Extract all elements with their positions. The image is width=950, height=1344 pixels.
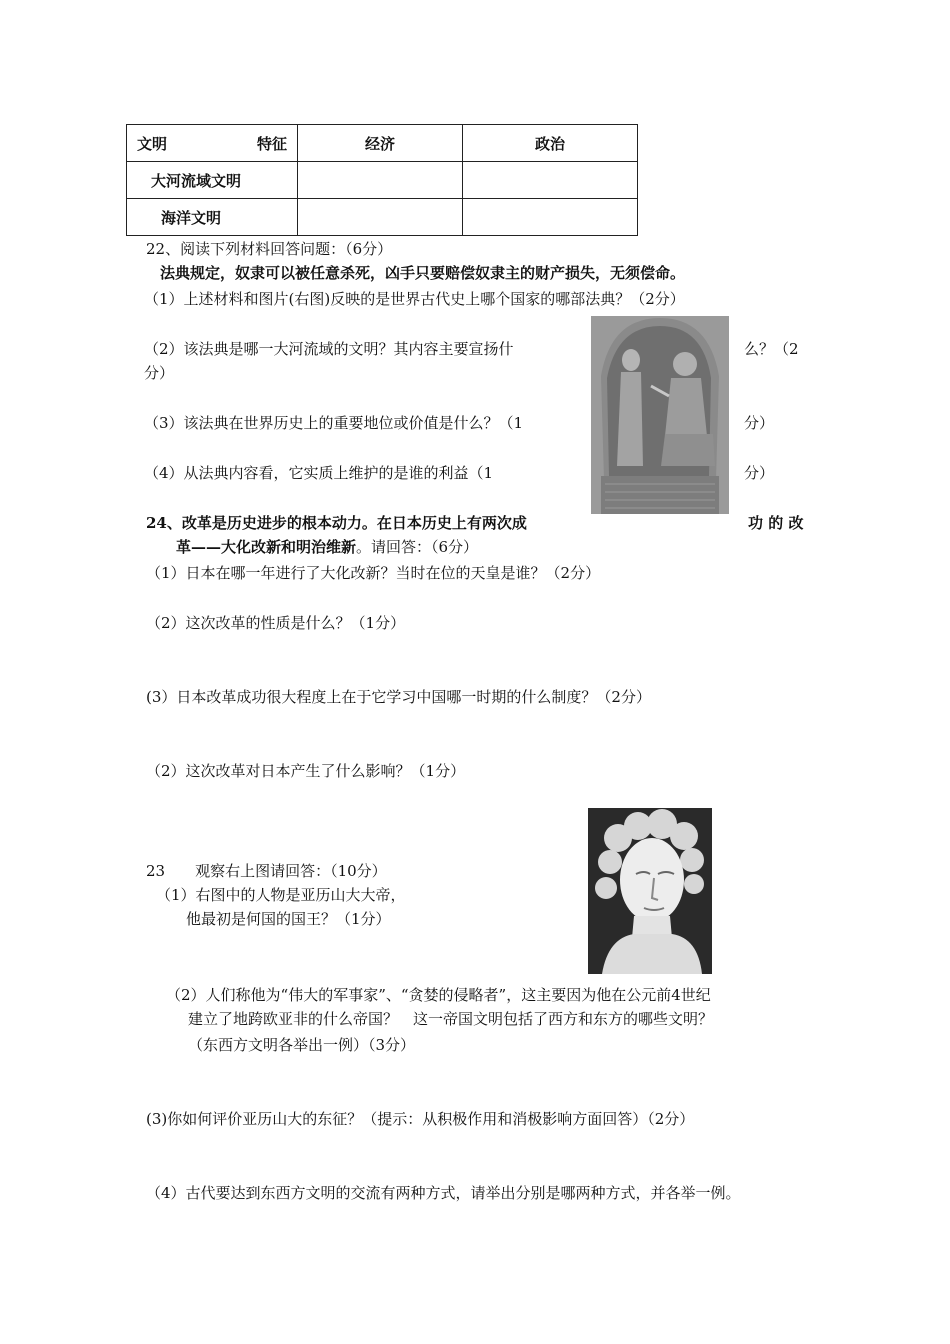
table-cell: [463, 199, 638, 236]
q24-title-end: 功 的 改: [748, 514, 804, 532]
q23-sub1-cont: 他最初是何国的国王？（1分）: [186, 910, 391, 928]
q23-sub3: (3)你如何评价亚历山大的东征？（提示：从积极作用和消极影响方面回答）（2分）: [146, 1110, 695, 1128]
table-col-economy: 经济: [298, 125, 463, 162]
table-col-politics: 政治: [463, 125, 638, 162]
q24-sub4: （2）这次改革对日本产生了什么影响？（1分）: [146, 762, 466, 780]
civilization-table: [126, 124, 638, 236]
q22-sub3-end: 分）: [744, 414, 775, 432]
q23-sub2: （2）人们称他为“伟大的军事家”、“贪婪的侵略者”，这主要因为他在公元前4世纪: [166, 986, 711, 1004]
q23-title: 23 观察右上图请回答：（10分）: [146, 862, 387, 880]
table-header-left: 文明: [137, 134, 168, 153]
q22-sub2-cont: 分）: [144, 364, 175, 382]
table-header-diagonal: [127, 125, 298, 162]
q24-title: [146, 512, 527, 534]
table-row-label: 大河流域文明: [127, 162, 298, 199]
q24-sub2: （2）这次改革的性质是什么？（1分）: [146, 614, 406, 632]
q22-sub4: （4）从法典内容看，它实质上维护的是谁的利益（1: [144, 464, 494, 482]
q22-material: 法典规定，奴隶可以被任意杀死，凶手只要赔偿奴隶主的财产损失，无须偿命。: [160, 264, 686, 282]
q23-sub2-cont2: （东西方文明各举出一例）（3分）: [188, 1036, 416, 1054]
q22-sub3: （3）该法典在世界历史上的重要地位或价值是什么？（1: [144, 414, 524, 432]
q24-sub1: （1）日本在哪一年进行了大化改新？当时在位的天皇是谁？（2分）: [146, 564, 601, 582]
q22-sub2: （2）该法典是哪一大河流域的文明？其内容主要宣扬什: [144, 340, 514, 358]
q22-sub1: （1）上述材料和图片(右图)反映的是世界古代史上哪个国家的哪部法典？（2分）: [144, 290, 685, 308]
q24-sub3: (3）日本改革成功很大程度上在于它学习中国哪一时期的什么制度？（2分）: [146, 688, 651, 706]
q22-sub4-end: 分）: [744, 464, 775, 482]
q23-sub1: （1）右图中的人物是亚历山大大帝，: [156, 886, 406, 904]
q24-title-line2: [176, 536, 478, 558]
table-row-label: 海洋文明: [127, 199, 298, 236]
hammurabi-stele-image: [591, 316, 729, 514]
table-cell: [463, 162, 638, 199]
table-header-right: 特征: [256, 134, 287, 153]
alexander-bust-image: [588, 808, 712, 974]
q23-sub2-cont: 建立了地跨欧亚非的什么帝国？ 这一帝国文明包括了西方和东方的哪些文明？: [188, 1010, 714, 1028]
q24-title-c: 革——大化改新和明治维新: [176, 538, 357, 556]
table-cell: [298, 162, 463, 199]
q22-title: 22、阅读下列材料回答问题：（6分）: [146, 240, 393, 258]
table-cell: [298, 199, 463, 236]
q23-sub4: （4）古代要达到东西方文明的交流有两种方式，请举出分别是哪两种方式，并各举一例。: [146, 1184, 741, 1202]
q24-title-d: 。请回答：（6分）: [356, 538, 479, 556]
q22-sub2-end: 么？（2: [744, 340, 799, 358]
q24-title-a: 24、改革是历史进步的根本动力。在日本历史上有两次成: [146, 514, 527, 532]
